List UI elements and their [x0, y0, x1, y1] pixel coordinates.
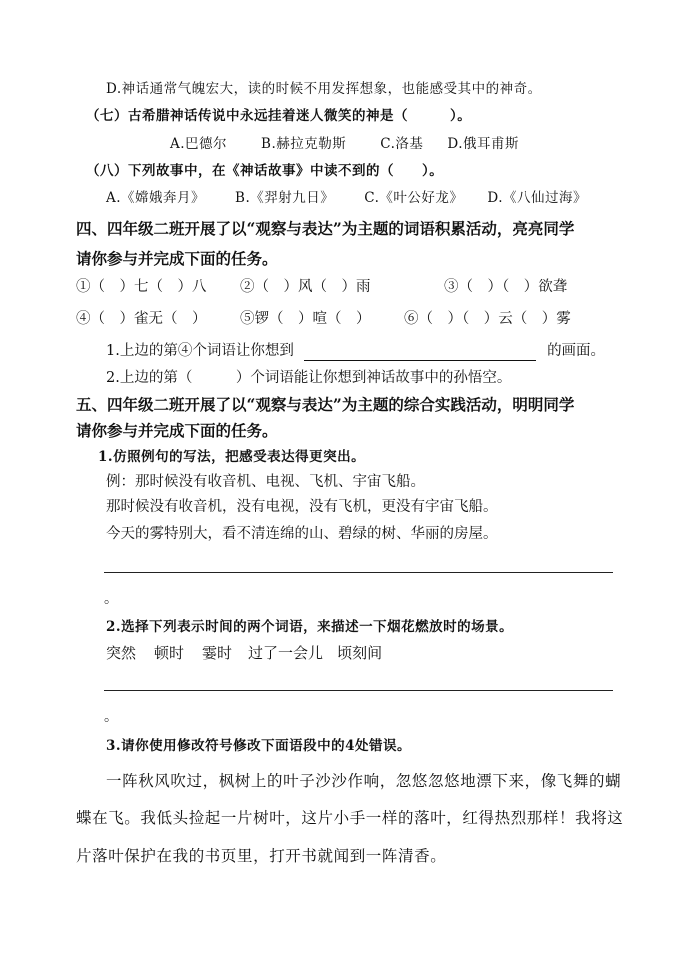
q7-option-b[interactable]: B.赫拉克勒斯: [261, 136, 347, 152]
idiom-6: ⑥（ ）（ ）云（ ）雾: [404, 311, 571, 327]
example-rewritten: 那时候没有收音机，没有电视，没有飞机，更没有宇宙飞船。: [106, 499, 498, 515]
s4-q1-prefix: 1.上边的第④个词语让你想到: [106, 343, 294, 359]
idiom-3: ③（ ）（ ）欲聋: [444, 279, 568, 295]
q8-option-b[interactable]: B.《羿射九日》: [235, 190, 335, 206]
section-4-question-1: [106, 341, 605, 361]
section-5-title-line2: 请你参与并完成下面的任务。: [76, 421, 278, 440]
answer-line-2[interactable]: [104, 690, 613, 691]
idiom-2: ②（ ）风（ ）雨: [240, 279, 371, 295]
idiom-4: ④（ ）雀无（ ）: [76, 311, 207, 327]
q7-option-d[interactable]: D.俄耳甫斯: [447, 136, 520, 152]
passage-line-3: 片落叶保护在我的书页里，打开书就闻到一阵清香。: [76, 847, 447, 865]
q7-option-c[interactable]: C.洛基: [380, 136, 424, 152]
idiom-5: ⑤锣（ ）喧（ ）: [240, 311, 371, 327]
time-word: 顿时: [154, 644, 185, 662]
s4-q1-suffix: 的画面。: [547, 343, 606, 359]
q8-option-d[interactable]: D.《八仙过海》: [487, 190, 588, 206]
answer-line-1-end: 。: [104, 591, 118, 607]
task-1-prompt: 今天的雾特别大，看不清连绵的山、碧绿的树、华丽的房屋。: [106, 526, 498, 542]
question-7-stem: （七）古希腊神话传说中永远挂着迷人微笑的神是（ ）。: [86, 108, 472, 124]
question-7-options: [170, 134, 553, 154]
time-word: 过了一会儿: [248, 644, 324, 662]
time-word-list: [106, 643, 382, 663]
idiom-row-1: [76, 277, 567, 297]
time-word: 突然: [106, 644, 137, 662]
example-original: 例：那时候没有收音机、电视、飞机、宇宙飞船。: [106, 474, 425, 490]
section-5-title-line1: 五、四年级二班开展了以“观察与表达”为主题的综合实践活动，明明同学: [76, 395, 575, 414]
q8-option-a[interactable]: A.《嫦娥奔月》: [106, 190, 206, 206]
section-5-task-2: 2.选择下列表示时间的两个词语，来描述一下烟花燃放时的场景。: [106, 619, 514, 635]
answer-line-1[interactable]: [104, 572, 613, 573]
idiom-row-2: [76, 309, 571, 329]
section-5-task-1: 1.仿照例句的写法，把感受表达得更突出。: [98, 449, 366, 465]
passage-line-1: 一阵秋风吹过，枫树上的叶子沙沙作响，忽悠忽悠地漂下来，像飞舞的蝴: [106, 772, 622, 790]
section-4-title-line2: 请你参与并完成下面的任务。: [76, 249, 278, 268]
question-8-stem: （八）下列故事中，在《神话故事》中读不到的（ ）。: [86, 163, 444, 179]
q7-option-a[interactable]: A.巴德尔: [170, 136, 228, 152]
section-4-question-2: 2.上边的第（ ）个词语能让你想到神话故事中的孙悟空。: [106, 370, 512, 386]
q8-option-c[interactable]: C.《叶公好龙》: [364, 190, 464, 206]
option-d-text: D.神话通常气魄宏大，读的时候不用发挥想象，也能感受其中的神奇。: [106, 81, 542, 97]
question-8-options: [106, 188, 621, 208]
section-5-task-3: 3.请你使用修改符号修改下面语段中的4处错误。: [106, 738, 411, 754]
time-word: 顷刻间: [337, 644, 383, 662]
section-4-title-line1: 四、四年级二班开展了以“观察与表达”为主题的词语积累活动，亮亮同学: [76, 219, 575, 238]
time-word: 霎时: [202, 644, 233, 662]
idiom-1: ①（ ）七（ ）八: [76, 279, 207, 295]
answer-line-2-end: 。: [104, 709, 118, 725]
passage-line-2: 蝶在飞。我低头捡起一片树叶，这片小手一样的落叶，红得热烈那样！我将这: [76, 809, 624, 827]
s4-q1-blank[interactable]: [304, 344, 536, 361]
